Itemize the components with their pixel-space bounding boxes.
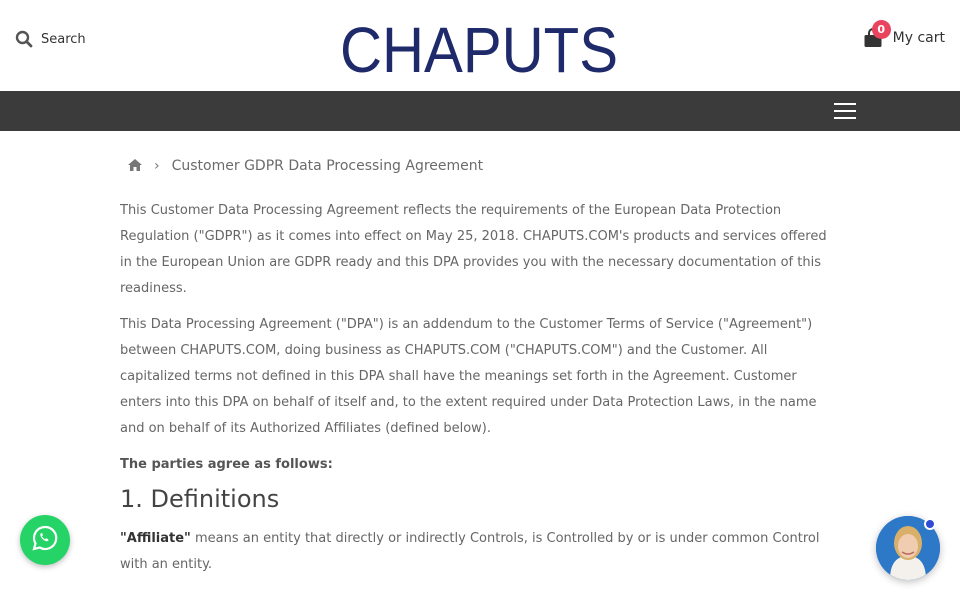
site-header (0, 0, 960, 91)
page-content (120, 198, 840, 588)
search-button[interactable] (15, 30, 86, 48)
search-label: Search (41, 31, 86, 47)
search-icon (15, 30, 33, 48)
affiliate-term: "Affiliate" (120, 531, 191, 546)
whatsapp-button[interactable] (20, 515, 70, 565)
whatsapp-icon (31, 524, 59, 556)
hamburger-menu-icon[interactable] (834, 103, 856, 120)
dpa-paragraph: This Data Processing Agreement ("DPA") is an addendum to the Customer Terms of Service ("Agreement") between CHAPUTS.COM, doing business as CHAPUTS.COM ("CHAPUTS.COM") and the Customer. All capitalized terms not defined in this DPA shall have the meanings set forth in the Agreement. Customer enters into this DPA on behalf of itself and, to the extent required under Data Protection Laws, in the name and on behalf of its Authorized Affiliates (defined below). (120, 317, 817, 436)
chevron-right-icon: › (154, 157, 160, 174)
breadcrumb-current: Customer GDPR Data Processing Agreement (171, 157, 484, 174)
section-heading: 1. Definitions (120, 485, 280, 513)
intro-paragraph: This Customer Data Processing Agreement reflects the requirements of the European Data Protection Regulation ("GDPR") as it comes into effect on May 25, 2018. CHAPUTS.COM's products and services offered in the European Union are GDPR ready and this DPA provides you with the necessary documentation of this readiness. (120, 203, 827, 296)
home-icon[interactable] (128, 156, 142, 175)
affiliate-text: means an entity that directly or indirectly Controls, is Controlled by or is under common Control with an entity. (120, 531, 820, 572)
parties-statement: The parties agree as follows: (120, 457, 333, 472)
cart-count-badge: 0 (872, 20, 891, 39)
breadcrumb (128, 156, 483, 175)
site-logo[interactable] (338, 16, 620, 80)
cart-label: My cart (892, 30, 945, 46)
main-navbar (0, 91, 960, 131)
online-status-dot (924, 518, 936, 530)
logo-text: CHAPUTS (340, 16, 618, 80)
affiliate-definition (120, 526, 840, 578)
cart-button[interactable] (863, 23, 945, 48)
